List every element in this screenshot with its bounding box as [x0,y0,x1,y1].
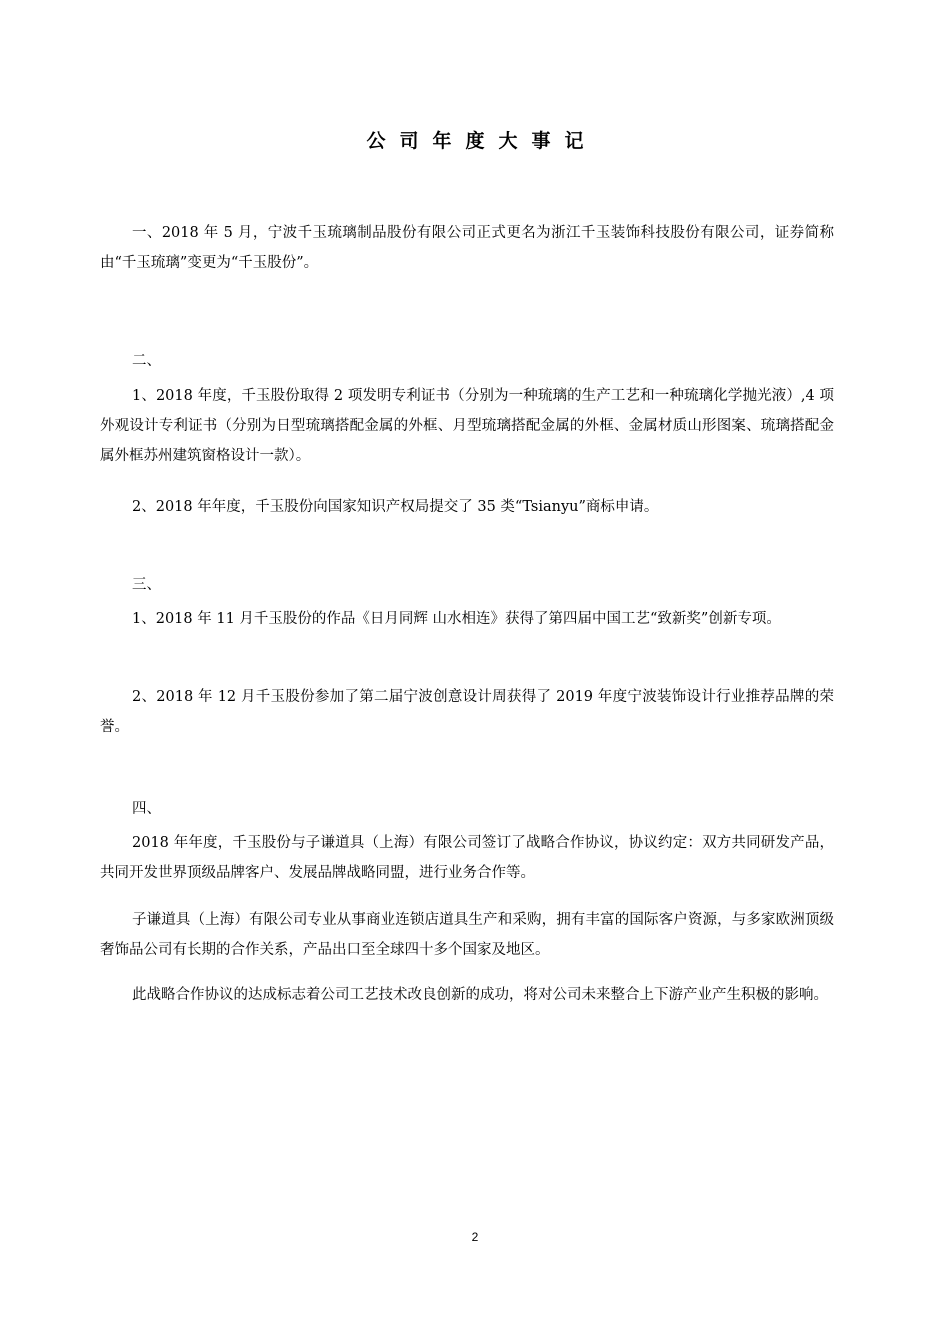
section-3-item-2: 2、2018 年 12 月千玉股份参加了第二届宁波创意设计周获得了 2019 年度宁波装饰设计行业推荐品牌的荣誉。 [100,689,834,735]
section-1-paragraph: 一、2018 年 5 月，宁波千玉琉璃制品股份有限公司正式更名为浙江千玉装饰科技股份有限公司，证券简称由“千玉琉璃”变更为“千玉股份”。 [100,225,834,271]
section-4-paragraph-2: 子谦道具（上海）有限公司专业从事商业连锁店道具生产和采购，拥有丰富的国际客户资源，与多家欧洲顶级奢饰品公司有长期的合作关系，产品出口至全球四十多个国家及地区。 [100,912,834,958]
section-4-paragraph-1: 2018 年年度，千玉股份与子谦道具（上海）有限公司签订了战略合作协议，协议约定：双方共同研发产品，共同开发世界顶级品牌客户、发展品牌战略同盟，进行业务合作等。 [100,835,834,881]
section-4-paragraph-3: 此战略合作协议的达成标志着公司工艺技术改良创新的成功，将对公司未来整合上下游产业产生积极的影响。 [132,987,828,1003]
section-3-item-1: 1、2018 年 11 月千玉股份的作品《日月同辉 山水相连》获得了第四届中国工艺“致新奖”创新专项。 [132,611,781,627]
section-2-item-1: 1、2018 年度，千玉股份取得 2 项发明专利证书（分别为一种琉璃的生产工艺和一种琉璃化学抛光液）,4 项外观设计专利证书（分别为日型琉璃搭配金属的外框、月型琉璃搭配金属的外框、金属材质山形图案、琉璃搭配金属外框苏州建筑窗格设计一款）。 [100,388,834,464]
section-2-item-2: 2、2018 年年度，千玉股份向国家知识产权局提交了 35 类“Tsianyu”商标申请。 [132,499,659,515]
section-4-heading: 四、 [132,801,161,817]
section-2-heading: 二、 [132,353,161,369]
page-number: 2 [471,1230,479,1244]
page-title: 公司年度大事记 [366,130,598,152]
section-3-heading: 三、 [132,577,161,593]
